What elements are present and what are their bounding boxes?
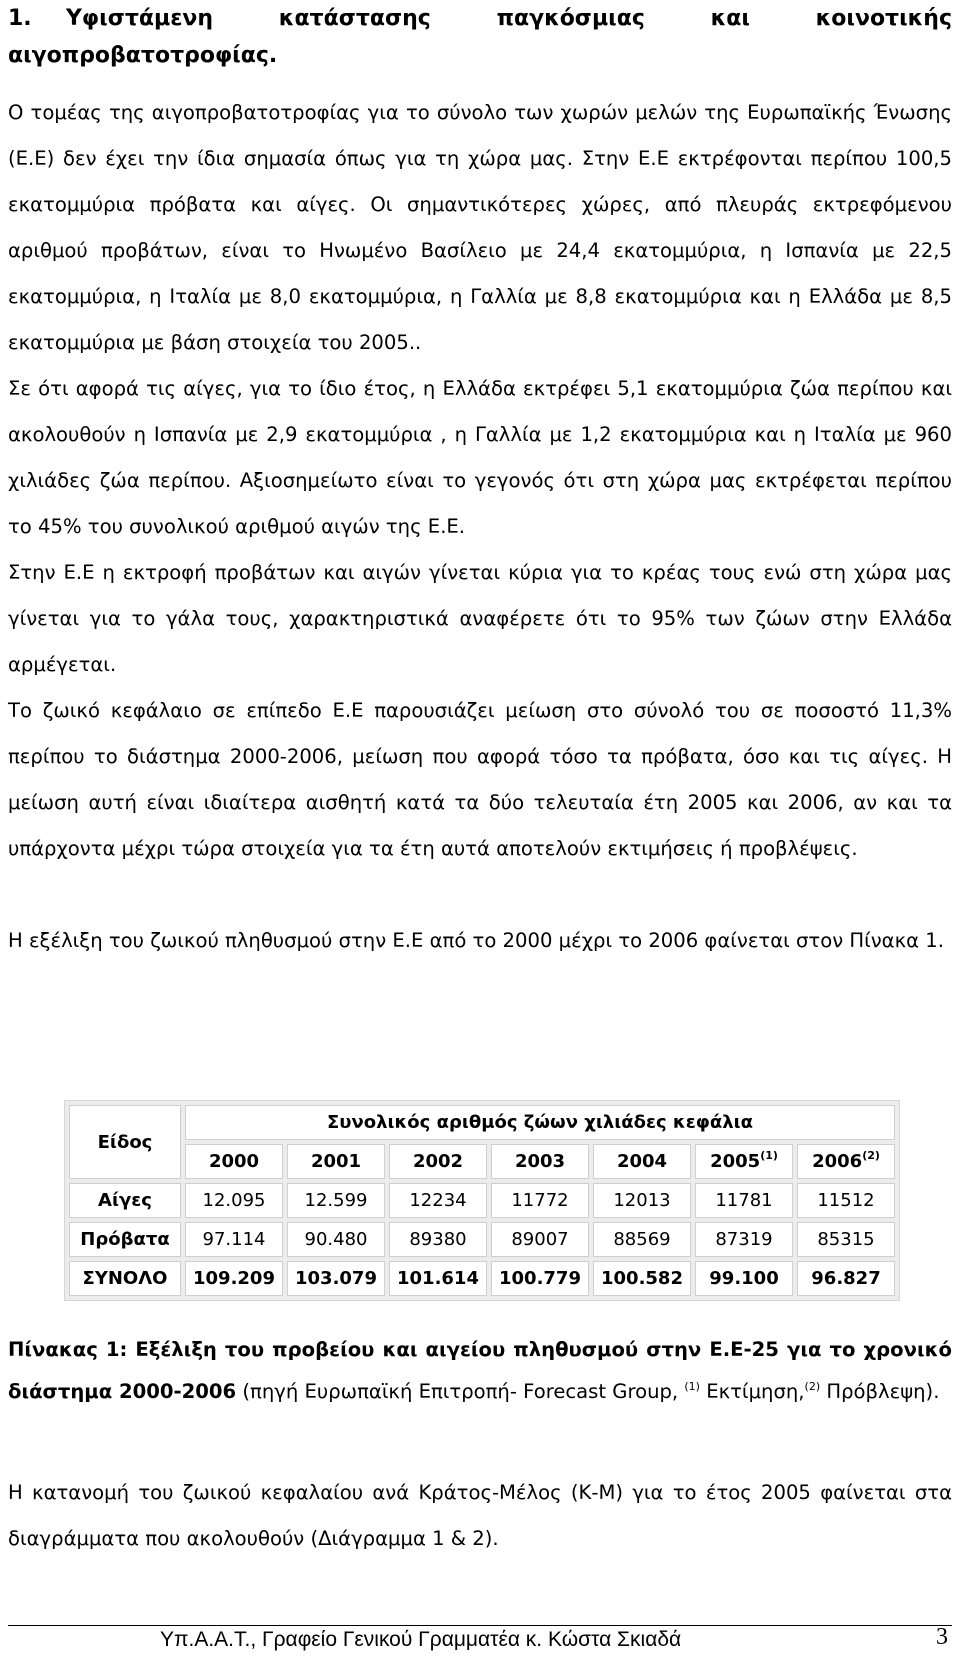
paragraph-eu-overview: Ο τομέας της αιγοπροβατοτροφίας για το σύνολο των χωρών μελών της Ευρωπαϊκής Ένωσης (Ε.Ε) δεν έχει την ίδια σημασία όπως για τη χώρα μας. Στην Ε.Ε εκτρέφονται περίπου 100,5 εκατομμύρια πρόβατα και αίγες. Οι σημαντικότερες χώρες, από πλευράς εκτρεφόμενου αριθμού προβάτων, είναι το Ηνωμένο Βασίλειο με 24,4 εκατομμύρια, η Ισπανία με 22,5 εκατομμύρια, η Ιταλία με 8,0 εκατομμύρια, η Γαλλία με 8,8 εκατομμύρια και η Ελλάδα με 8,5 εκατομμύρια με βάση στοιχεία του 2005.. [8,101,952,354]
table-cell: 99.100 [695,1261,793,1296]
footer-divider [8,1625,952,1626]
year-header: 2003 [491,1144,589,1179]
table-cell: 11512 [797,1183,895,1218]
paragraph-population-decline: Το ζωικό κεφάλαιο σε επίπεδο Ε.Ε παρουσιάζει μείωση στο σύνολό του σε ποσοστό 11,3% περίπου το διάστημα 2000-2006, μείωση που αφορά τόσο τα πρόβατα, όσο και τις αίγες. Η μείωση αυτή είναι ιδιαίτερα αισθητή κατά τα δύο τελευταία έτη 2005 και 2006, αν και τα υπάρχοντα μέχρι τώρα στοιχεία για τα έτη αυτά αποτελούν εκτιμήσεις ή προβλέψεις. [8,699,952,860]
caption-note-mark: (2) [804,1380,821,1393]
row-label: Πρόβατα [69,1222,181,1257]
table-cell: 100.779 [491,1261,589,1296]
table-cell: 97.114 [185,1222,283,1257]
table-caption [8,1329,952,1413]
table-cell: 89380 [389,1222,487,1257]
table-cell: 85315 [797,1222,895,1257]
year-header: 2006$^{(2)}$ [797,1144,895,1179]
year-footnote-mark: (1) [760,1149,778,1162]
table-cell: 12.599 [287,1183,385,1218]
table-row-total [69,1261,895,1296]
caption-source: (πηγή Ευρωπαϊκή Επιτροπή- Forecast Group, [236,1380,685,1403]
row-label: ΣΥΝΟΛΟ [69,1261,181,1296]
table-cell: 100.582 [593,1261,691,1296]
caption-note-text: Εκτίμηση, [699,1380,805,1403]
population-table-container [64,1100,900,1301]
year-header: 2004 [593,1144,691,1179]
year-header: 2005$^{(1)}$ [695,1144,793,1179]
table-cell: 96.827 [797,1261,895,1296]
year-header: 2002 [389,1144,487,1179]
year-footnote-mark: (2) [862,1149,880,1162]
table-header-row [69,1105,895,1140]
table-cell: 12.095 [185,1183,283,1218]
table-cell: 87319 [695,1222,793,1257]
footer-text: Υπ.Α.Α.Τ., Γραφείο Γενικού Γραμματέα κ. Κώστα Σκιαδά [160,1628,682,1651]
section-number: 1. [8,6,32,31]
table-cell: 90.480 [287,1222,385,1257]
table-cell: 101.614 [389,1261,487,1296]
table-cell: 89007 [491,1222,589,1257]
table-row-sheep [69,1222,895,1257]
year-header: 2000 [185,1144,283,1179]
paragraph-production-purpose: Στην Ε.Ε η εκτροφή προβάτων και αιγών γίνεται κύρια για το κρέας τους ενώ στη χώρα μας γίνεται για το γάλα τους, χαρακτηριστικά αναφέρετε ότι το 95% των ζώων στην Ελλάδα αρμέγεται. [8,561,952,676]
table-row-goats [69,1183,895,1218]
table-cell: 103.079 [287,1261,385,1296]
paragraph-distribution: Η κατανομή του ζωικού κεφαλαίου ανά Κράτος-Μέλος (Κ-Μ) για το έτος 2005 φαίνεται στα διαγράμματα που ακολουθούν (Διάγραμμα 1 & 2). [8,1481,952,1550]
table-years-row [69,1144,895,1179]
population-table [64,1100,900,1301]
table-cell: 88569 [593,1222,691,1257]
row-label: Αίγες [69,1183,181,1218]
paragraph-goats: Σε ότι αφορά τις αίγες, για το ίδιο έτος, η Ελλάδα εκτρέφει 5,1 εκατομμύρια ζώα περίπου και ακολουθούν η Ισπανία με 2,9 εκατομμύρια , η Γαλλία με 1,2 εκατομμύρια και η Ιταλία με 960 χιλιάδες ζώα περίπου. Αξιοσημείωτο είναι το γεγονός ότι στη χώρα μας εκτρέφεται περίπου το 45% του συνολικού αριθμού αιγών της Ε.Ε. [8,377,952,538]
year-header: 2001 [287,1144,385,1179]
table-cell: 109.209 [185,1261,283,1296]
paragraph-table-intro: Η εξέλιξη του ζωικού πληθυσμού στην Ε.Ε από το 2000 μέχρι το 2006 φαίνεται στον Πίνακα 1. [8,929,944,952]
table-cell: 11772 [491,1183,589,1218]
section-heading [8,0,952,74]
caption-note-mark: (1) [684,1380,700,1393]
caption-title: Πίνακας 1: Εξέλιξη του προβείου και αιγείου πληθυσμού στην Ε.Ε-25 για το χρονικό διάστημα 2000-2006 [8,1338,952,1403]
species-header: Είδος [69,1105,181,1179]
table-cell: 12234 [389,1183,487,1218]
group-header: Συνολικός αριθμός ζώων χιλιάδες κεφάλια [185,1105,895,1140]
section-title: Υφιστάμενη κατάστασης παγκόσμιας και κοινοτικής αιγοπροβατοτροφίας. [8,6,952,68]
caption-note-text: Πρόβλεψη). [820,1380,940,1403]
table-cell: 11781 [695,1183,793,1218]
page-number: 3 [936,1624,948,1650]
table-cell: 12013 [593,1183,691,1218]
